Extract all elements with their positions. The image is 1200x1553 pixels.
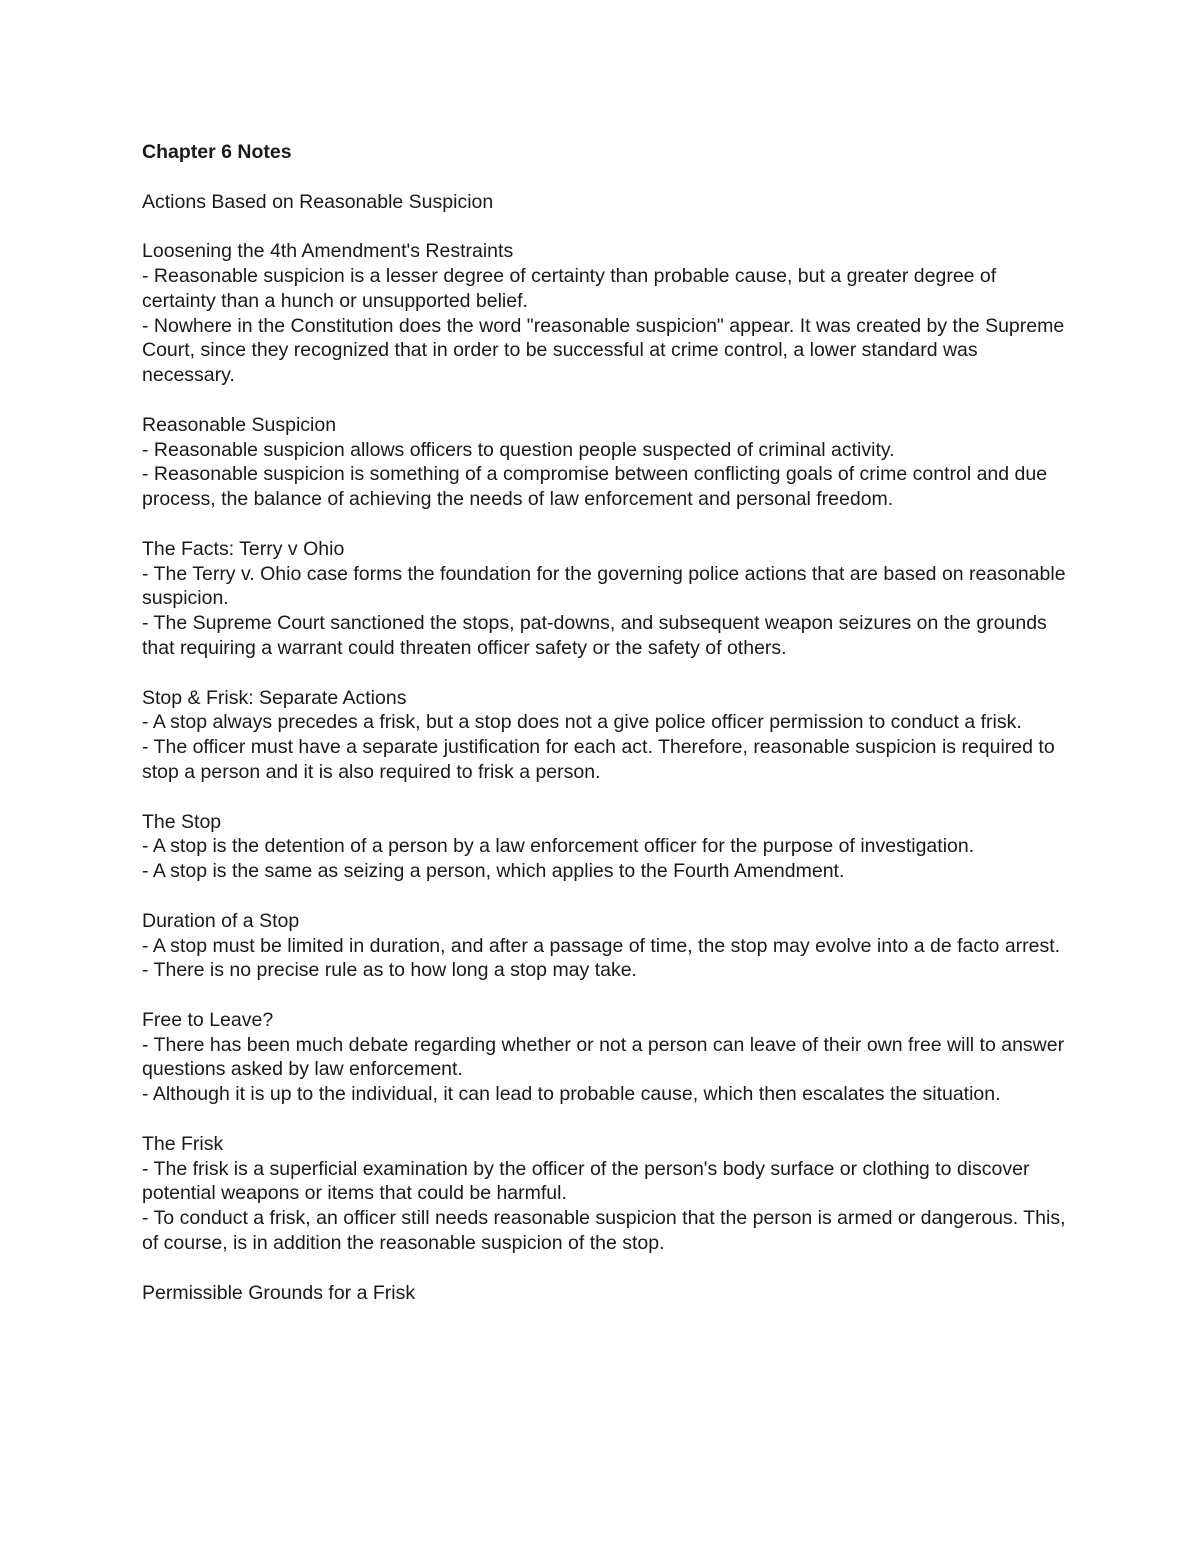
bullet-item: - A stop always precedes a frisk, but a stop does not a give police officer permission to conduct a frisk.	[142, 711, 1022, 734]
section-loosening-restraints	[142, 239, 1072, 388]
section-the-frisk	[142, 1132, 1072, 1256]
section-heading: Duration of a Stop	[142, 909, 300, 932]
bullet-item: - Nowhere in the Constitution does the word "reasonable suspicion" appear. It was created by the Supreme Court, since they recognized that in order to be successful at crime control, a lower standard was necessary.	[142, 314, 1065, 387]
bullet-item: - There has been much debate regarding whether or not a person can leave of their own free will to answer questions asked by law enforcement.	[142, 1033, 1065, 1081]
section-heading: The Facts: Terry v Ohio	[142, 537, 345, 560]
section-free-to-leave	[142, 1008, 1072, 1107]
section-reasonable-suspicion	[142, 413, 1072, 512]
document-title: Chapter 6 Notes	[142, 141, 292, 163]
bullet-item: - Reasonable suspicion is something of a compromise between conflicting goals of crime control and due process, the balance of achieving the needs of law enforcement and personal freedom.	[142, 463, 1048, 511]
section-the-stop	[142, 810, 1072, 884]
bullet-item: - Although it is up to the individual, it can lead to probable cause, which then escalates the situation.	[142, 1083, 1001, 1106]
section-heading: The Frisk	[142, 1132, 224, 1155]
section-heading: Permissible Grounds for a Frisk	[142, 1281, 416, 1304]
document-page	[142, 140, 1072, 1330]
bullet-item: - The Terry v. Ohio case forms the foundation for the governing police actions that are based on reasonable suspicion.	[142, 562, 1066, 610]
section-heading: Reasonable Suspicion	[142, 413, 337, 436]
section-heading: The Stop	[142, 810, 222, 833]
document-subtitle: Actions Based on Reasonable Suspicion	[142, 190, 494, 213]
bullet-item: - Reasonable suspicion is a lesser degree of certainty than probable cause, but a greater degree of certainty than a hunch or unsupported belief.	[142, 264, 997, 312]
section-heading: Free to Leave?	[142, 1008, 274, 1031]
section-stop-and-frisk	[142, 686, 1072, 785]
bullet-item: - A stop must be limited in duration, and after a passage of time, the stop may evolve into a de facto arrest.	[142, 934, 1061, 957]
bullet-item: - The officer must have a separate justification for each act. Therefore, reasonable suspicion is required to stop a person and it is also required to frisk a person.	[142, 736, 1055, 783]
section-heading: Loosening the 4th Amendment's Restraints	[142, 240, 514, 263]
bullet-item: - To conduct a frisk, an officer still needs reasonable suspicion that the person is armed or dangerous. This, of course, is in addition the reasonable suspicion of the stop.	[142, 1207, 1066, 1255]
bullet-item: - A stop is the same as seizing a person, which applies to the Fourth Amendment.	[142, 860, 845, 883]
bullet-item: - The frisk is a superficial examination by the officer of the person's body surface or clothing to discover potential weapons or items that could be harmful.	[142, 1157, 1030, 1205]
section-terry-v-ohio	[142, 537, 1072, 661]
section-permissible-grounds	[142, 1281, 1072, 1306]
bullet-item: - There is no precise rule as to how long a stop may take.	[142, 959, 637, 982]
bullet-item: - Reasonable suspicion allows officers to question people suspected of criminal activity.	[142, 438, 895, 461]
bullet-item: - A stop is the detention of a person by a law enforcement officer for the purpose of investigation.	[142, 835, 975, 858]
bullet-item: - The Supreme Court sanctioned the stops, pat-downs, and subsequent weapon seizures on the grounds that requiring a warrant could threaten officer safety or the safety of others.	[142, 612, 1047, 659]
section-duration-of-stop	[142, 909, 1072, 983]
section-heading: Stop & Frisk: Separate Actions	[142, 686, 407, 709]
